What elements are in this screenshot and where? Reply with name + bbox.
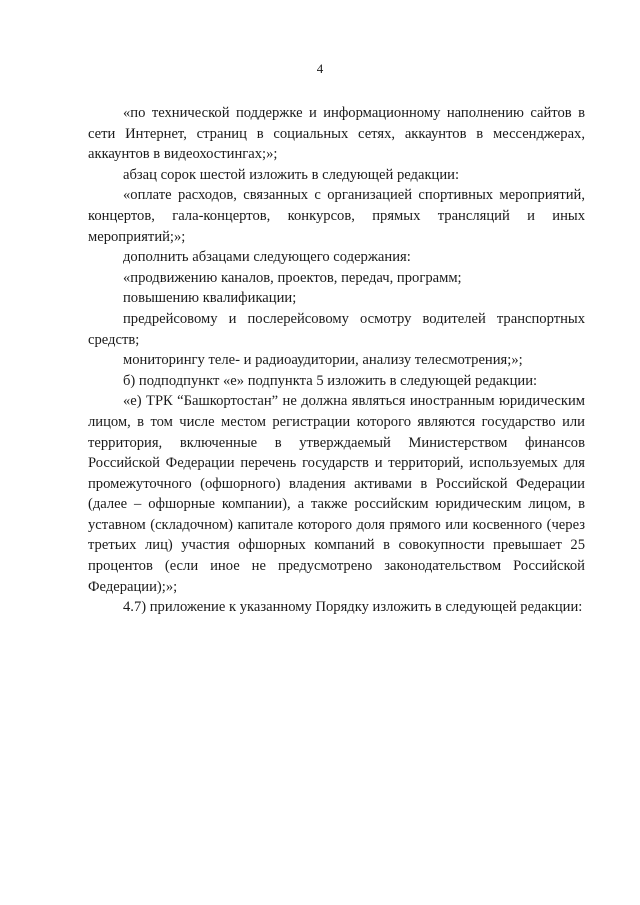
paragraph-7: предрейсовому и послерейсовому осмотру водителей транспортных средств; xyxy=(88,310,585,348)
paragraph-4: дополнить абзацами следующего содержания: xyxy=(123,249,411,266)
paragraph-9: б) подподпункт «е» подпункта 5 изложить в следующей редакции: xyxy=(123,372,538,389)
paragraph-3: «оплате расходов, связанных с организацией спортивных мероприятий, концертов, гала-концертов, конкурсов, прямых трансляций и иных мероприятий;»; xyxy=(88,187,585,245)
paragraph-11: 4.7) приложение к указанному Порядку изложить в следующей редакции: xyxy=(123,599,583,616)
paragraph-2: абзац сорок шестой изложить в следующей редакции: xyxy=(123,166,460,183)
paragraph-8: мониторингу теле- и радиоаудитории, анализу телесмотрения;»; xyxy=(123,352,523,369)
paragraph-5: «продвижению каналов, проектов, передач, программ; xyxy=(123,269,462,286)
paragraph-10: «е) ТРК “Башкортостан” не должна являться иностранным юридическим лицом, в том числе местом регистрации которого являются государство или территория, включенные в утверждаемый Министерством финансов Российской Федерации перечень государств и территорий, используемых для промежуточного (офшорного) владения активами в Российской Федерации (далее – офшорные компании), а также российским юридическим лицом, в уставном (складочном) капитале которого доля прямого или косвенного (через третьих лиц) участия офшорных компаний в совокупности превышает 25 процентов (если иное не предусмотрено законодательством Российской Федерации);»; xyxy=(88,393,585,595)
page-number: 4 xyxy=(316,61,324,76)
document-body xyxy=(88,103,585,618)
paragraph-1: «по технической поддержке и информационному наполнению сайтов в сети Интернет, страниц в социальных сетях, аккаунтов в мессенджерах, аккаунтов в видеохостингах;»; xyxy=(88,105,585,163)
paragraph-6: повышению квалификации; xyxy=(123,290,297,307)
